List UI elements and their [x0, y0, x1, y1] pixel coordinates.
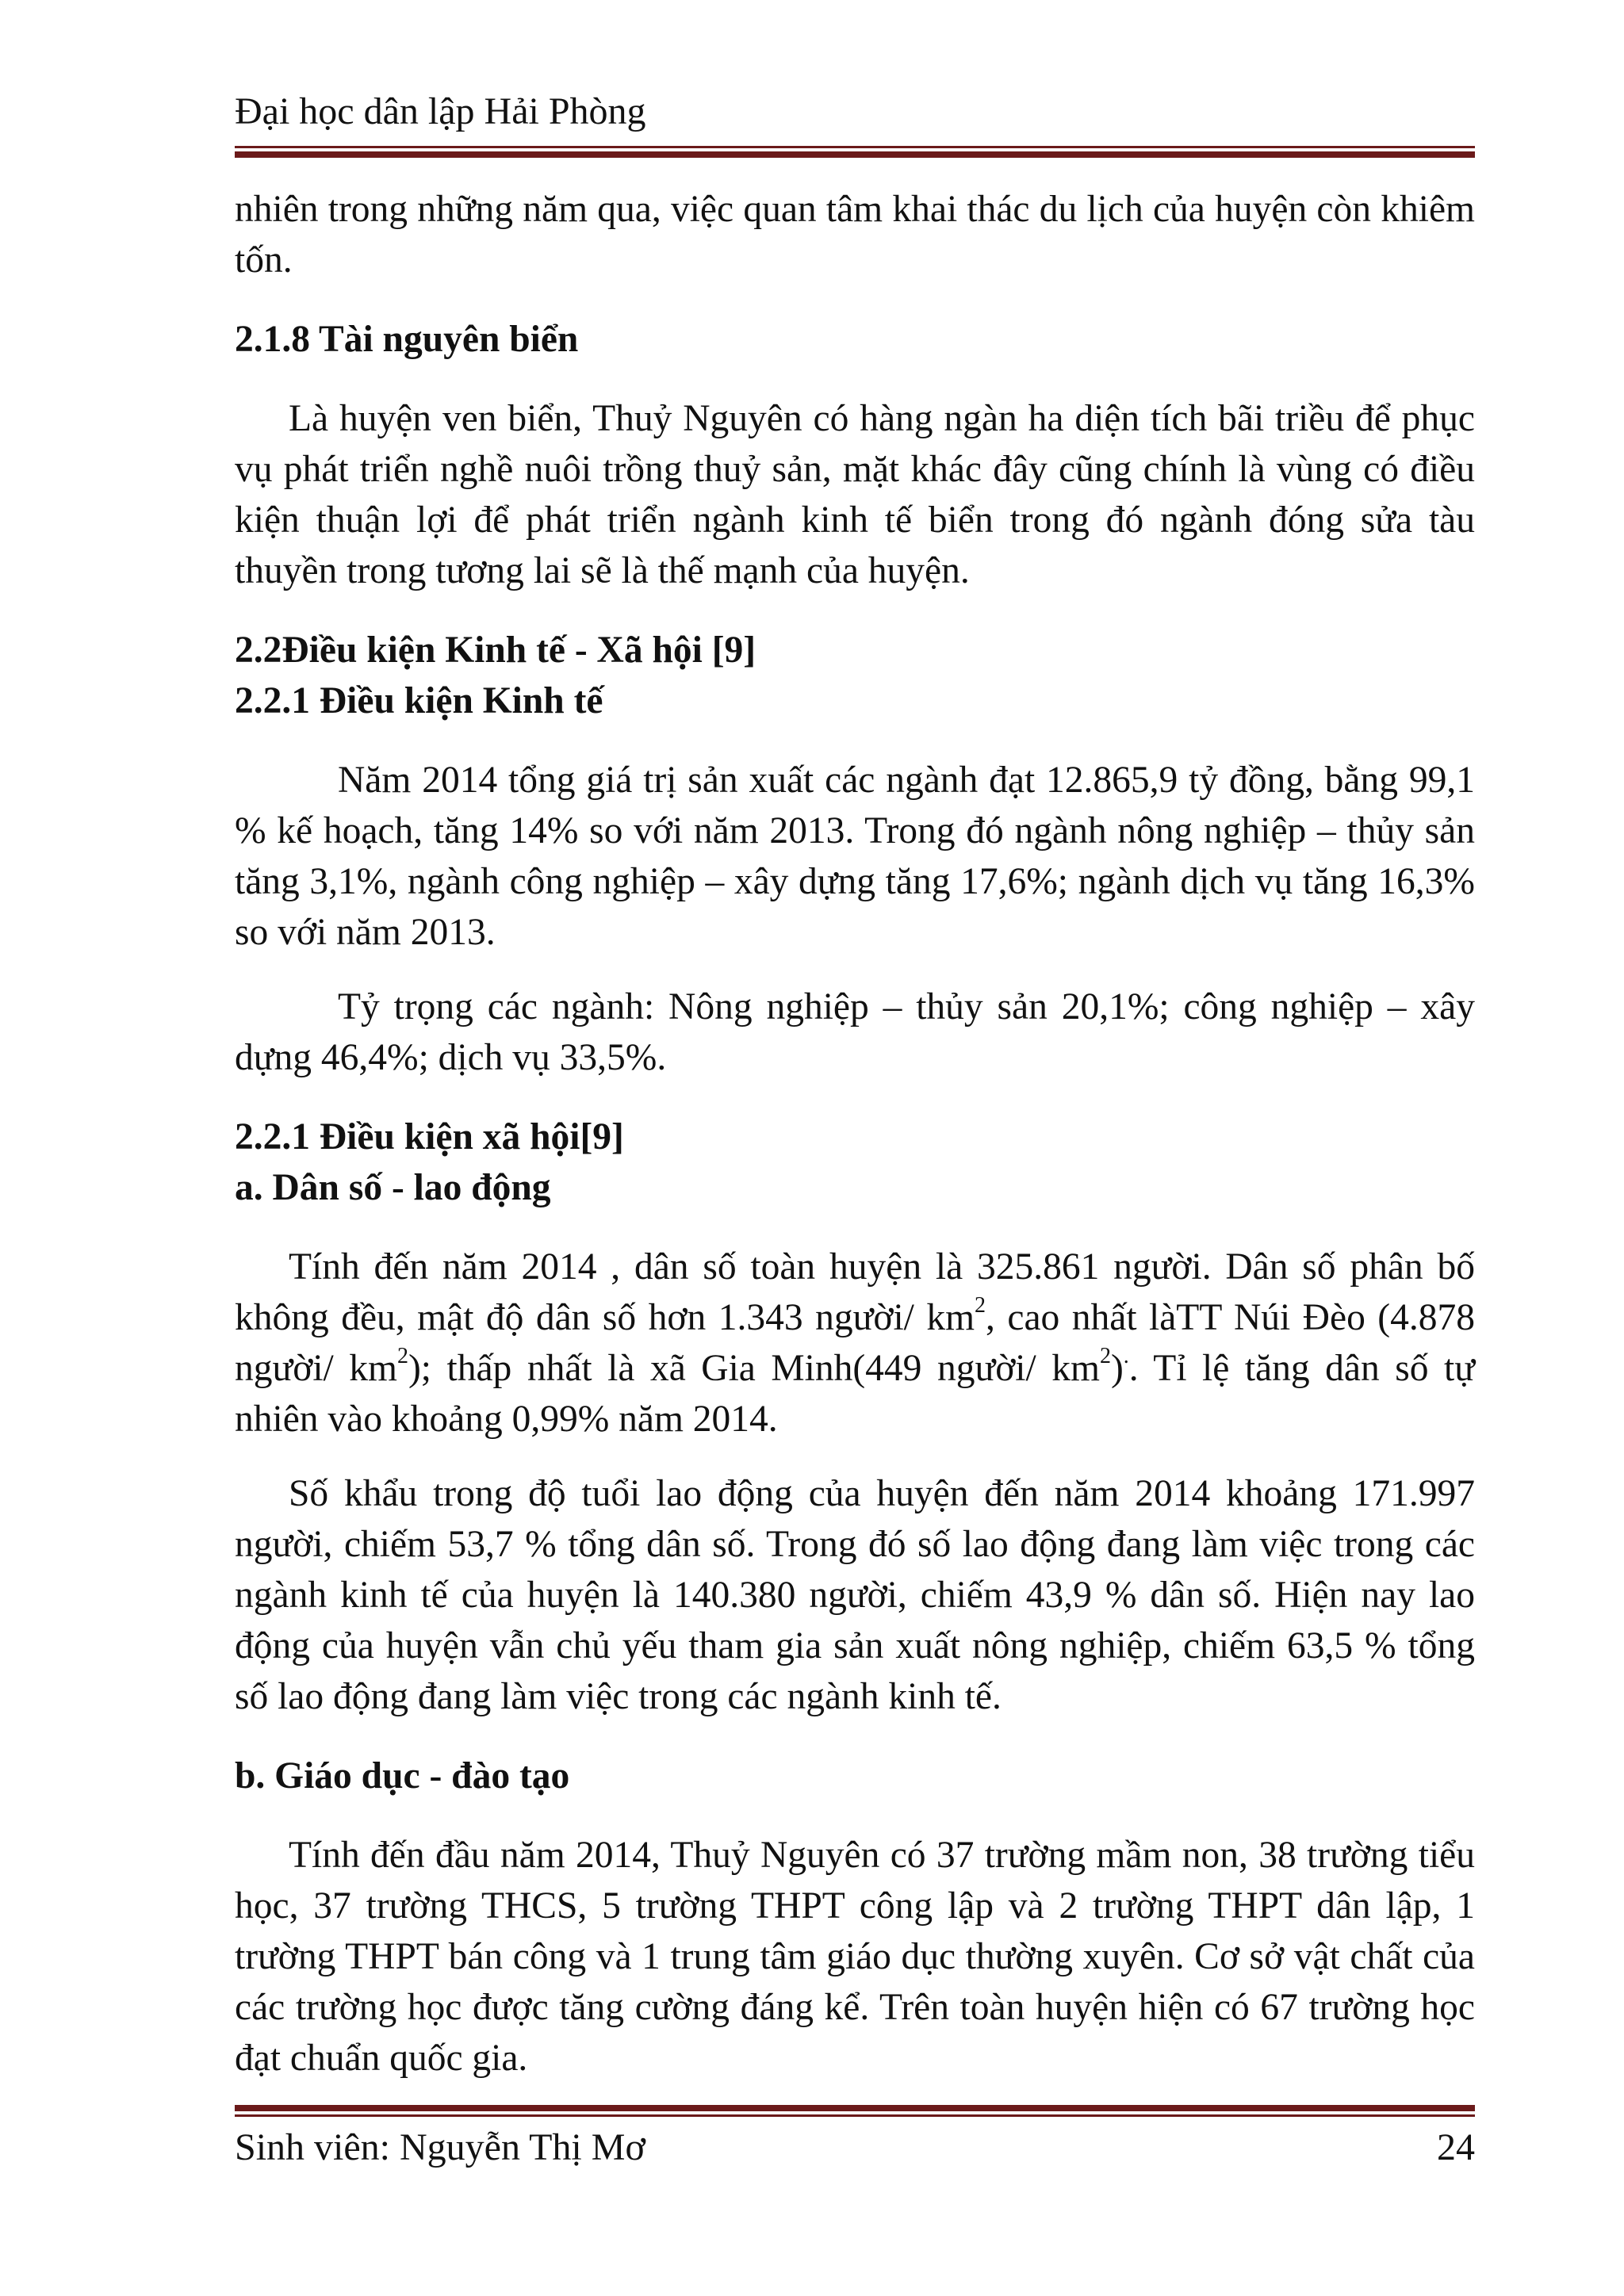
section-heading-2-2-1-society: 2.2.1 Điều kiện xã hội[9] — [235, 1116, 624, 1158]
superscript-2: 2 — [975, 1293, 986, 1318]
population-paragraph-2: Số khẩu trong độ tuổi lao động của huyện đến năm 2014 khoảng 171.997 người, chiếm 53,7 % tổng dân số. Trong đó số lao động đang làm việc trong các ngành kinh tế của huyện là 140.380 người, chiếm 43,9 % dân số. Hiện nay lao động của huyện vẫn chủ yếu tham gia sản xuất nông nghiệp, chiếm 63,5 % tổng số lao động đang làm việc trong các ngành kinh tế. — [235, 1473, 1475, 1717]
superscript-dot: . — [1123, 1344, 1129, 1368]
page-number: 24 — [1437, 2126, 1475, 2168]
economy-paragraph-2: Tỷ trọng các ngành: Nông nghiệp – thủy sản 20,1%; công nghiệp – xây dựng 46,4%; dịch vụ 33,5%. — [235, 986, 1475, 1078]
population-paragraph-1 — [235, 1242, 1475, 1445]
intro-continuation: nhiên trong những năm qua, việc quan tâm khai thác du lịch của huyện còn khiêm tốn. — [235, 189, 1475, 281]
population-text-4: ) — [1110, 1348, 1124, 1389]
population-text-5: . Tỉ lệ tăng dân số tự nhiên vào khoảng 0,99% năm 2014. — [235, 1348, 1475, 1440]
header-title: Đại học dân lập Hải Phòng — [235, 90, 646, 132]
population-text-1: Tính đến năm 2014 , dân số toàn huyện là 325.861 người. Dân số phân bố không đều, mật độ dân số hơn 1.343 người/ km — [235, 1246, 1475, 1338]
page-header — [235, 89, 1475, 158]
section-heading-2-2-1-economy: 2.2.1 Điều kiện Kinh tế — [235, 680, 603, 721]
superscript-2: 2 — [396, 1344, 408, 1368]
section-heading-2-1-8: 2.1.8 Tài nguyên biển — [235, 319, 579, 360]
footer-author: Sinh viên: Nguyễn Thị Mơ — [235, 2126, 645, 2168]
subsection-heading-education: b. Giáo dục - đào tạo — [235, 1755, 570, 1797]
section-paragraph-2-1-8: Là huyện ven biển, Thuỷ Nguyên có hàng ngàn ha diện tích bãi triều để phục vụ phát triển nghề nuôi trồng thuỷ sản, mặt khác đây cũng chính là vùng có điều kiện thuận lợi để phát triển ngành kinh tế biển trong đó ngành đóng sửa tàu thuyền trong tương lai sẽ là thế mạnh của huyện. — [235, 398, 1475, 591]
subsection-heading-population: a. Dân số - lao động — [235, 1167, 551, 1208]
superscript-2: 2 — [1099, 1344, 1111, 1368]
population-text-2: , cao nhất làTT Núi Đèo (4.878 người/ km — [235, 1297, 1475, 1389]
population-text-3: ); thấp nhất là xã Gia Minh(449 người/ km — [408, 1348, 1100, 1389]
section-heading-2-2: 2.2Điều kiện Kinh tế - Xã hội [9] — [235, 629, 756, 671]
header-rule — [235, 146, 1475, 158]
footer-rule — [235, 2105, 1475, 2117]
page-content — [235, 184, 1475, 2084]
page-footer — [235, 2105, 1475, 2171]
economy-paragraph-1: Năm 2014 tổng giá trị sản xuất các ngành đạt 12.865,9 tỷ đồng, bằng 99,1 % kế hoạch, tăng 14% so với năm 2013. Trong đó ngành nông nghiệp – thủy sản tăng 3,1%, ngành công nghiệp – xây dựng tăng 17,6%; ngành dịch vụ tăng 16,3% so với năm 2013. — [235, 760, 1475, 953]
education-paragraph-1: Tính đến đầu năm 2014, Thuỷ Nguyên có 37 trường mầm non, 38 trường tiểu học, 37 trường THCS, 5 trường THPT công lập và 2 trường THPT dân lập, 1 trường THPT bán công và 1 trung tâm giáo dục thường xuyên. Cơ sở vật chất của các trường học được tăng cường đáng kể. Trên toàn huyện hiện có 67 trường học đạt chuẩn quốc gia. — [235, 1835, 1475, 2079]
